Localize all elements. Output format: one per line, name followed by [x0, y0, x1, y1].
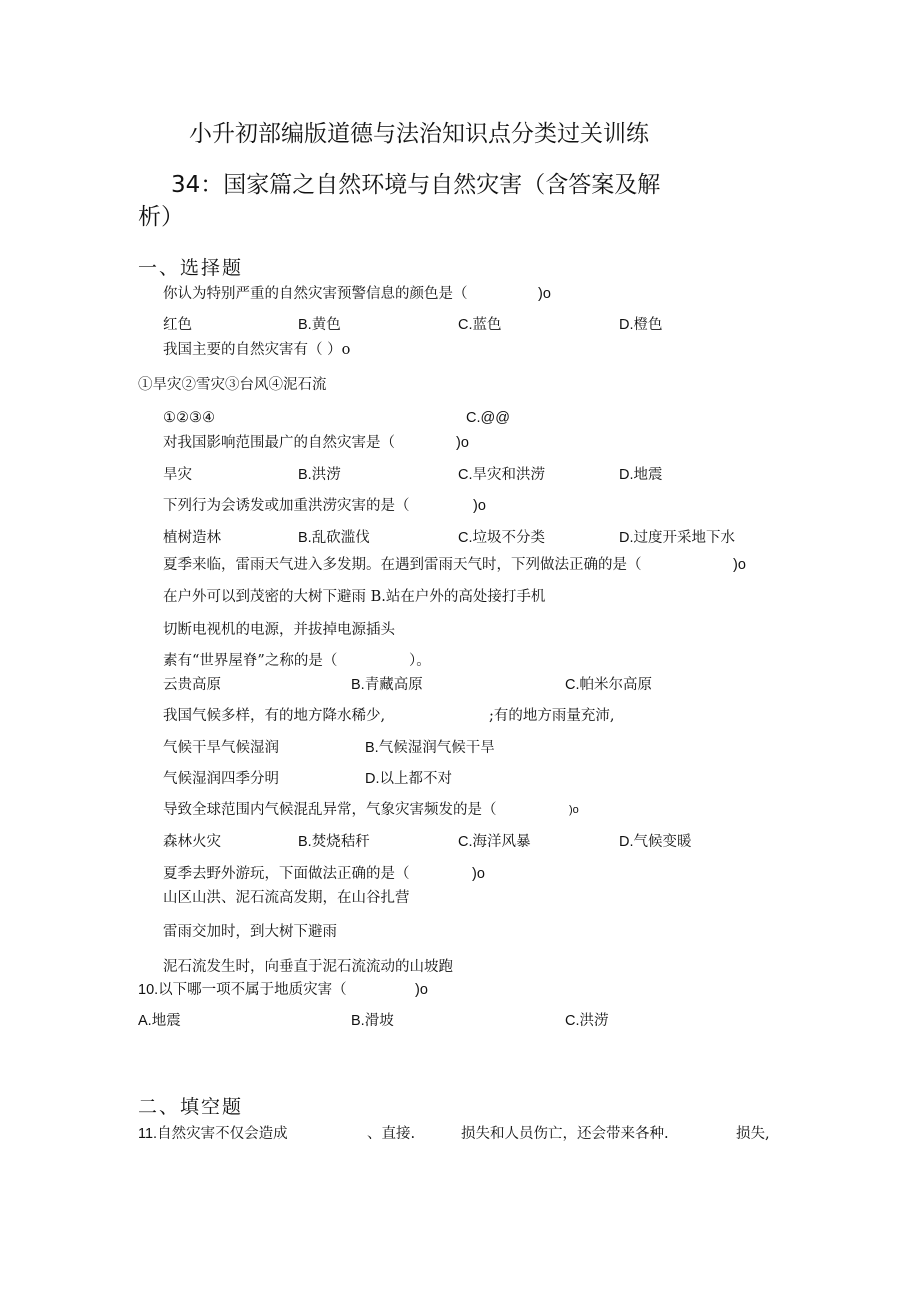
- q4-option-a: 植树造林: [163, 530, 221, 546]
- q1-option-a: 红色: [163, 317, 192, 333]
- q10-stem-end: )o: [415, 982, 428, 998]
- q3-stem: 对我国影响范围最广的自然灾害是（: [163, 435, 395, 451]
- q10-option-c: C.洪涝: [565, 1013, 609, 1029]
- document-title-line2: 34：国家篇之自然环境与自然灾害（含答案及解: [171, 172, 661, 198]
- q6-option-b: B.青藏高原: [351, 677, 423, 693]
- q8-option-a: 森林火灾: [163, 834, 221, 850]
- q1-stem: 你认为特别严重的自然灾害预警信息的颜色是（: [163, 286, 468, 302]
- q6-option-a: 云贵高原: [163, 677, 221, 693]
- q5-option-c: 切断电视机的电源，并拔掉电源插头: [163, 622, 395, 638]
- q6-stem: 素有“世界屋脊”之称的是（: [163, 653, 338, 669]
- q1-option-b: B.黄色: [298, 317, 341, 333]
- q5-stem-end: )o: [733, 557, 746, 573]
- q6-option-c: C.帕米尔高原: [565, 677, 652, 693]
- q4-option-b: B.乱砍滥伐: [298, 530, 370, 546]
- q9-stem-end: )o: [472, 866, 485, 882]
- q3-stem-end: )o: [456, 435, 469, 451]
- q3-option-a: 旱灾: [163, 467, 192, 483]
- q2-items: ①旱灾②雪灾③台风④泥石流: [138, 377, 327, 393]
- q7-option-a: 气候干旱气候湿润: [163, 740, 279, 756]
- q8-option-c: C.海洋风暴: [458, 834, 531, 850]
- section-heading-choice: 一、选择题: [138, 257, 244, 279]
- q9-stem: 夏季去野外游玩，下面做法正确的是（: [163, 866, 410, 882]
- q9-option-c: 泥石流发生时，向垂直于泥石流流动的山坡跑: [163, 959, 453, 975]
- q10-option-b: B.滑坡: [351, 1013, 394, 1029]
- q5-stem: 夏季来临，雷雨天气进入多发期。在遇到雷雨天气时，下列做法正确的是（: [163, 557, 642, 573]
- q11-part-a: 11.自然灾害不仅会造成: [138, 1126, 288, 1142]
- q4-stem: 下列行为会诱发或加重洪涝灾害的是（: [163, 498, 410, 514]
- q2-option-c: C.@@: [466, 410, 510, 426]
- q3-option-c: C.旱灾和洪涝: [458, 467, 545, 483]
- q8-option-b: B.焚烧秸秆: [298, 834, 370, 850]
- section-heading-fill-in: 二、填空题: [138, 1096, 244, 1118]
- q4-option-c: C.垃圾不分类: [458, 530, 545, 546]
- q10-option-a: A.地震: [138, 1013, 181, 1029]
- q11-part-d: 损失,: [736, 1126, 770, 1142]
- q2-stem: 我国主要的自然灾害有（ ）o: [163, 342, 351, 358]
- q8-stem: 导致全球范围内气候混乱异常，气象灾害频发的是（: [163, 802, 497, 818]
- q10-stem: 10.以下哪一项不属于地质灾害（: [138, 982, 347, 998]
- q4-option-d: D.过度开采地下水: [619, 530, 735, 546]
- q11-part-b: 、直接.: [367, 1126, 416, 1142]
- q11-part-c: 损失和人员伤亡，还会带来各种.: [461, 1126, 669, 1142]
- q1-stem-end: )o: [538, 286, 551, 302]
- q6-stem-end: ）。: [409, 653, 431, 669]
- q7-stem-b: ;有的地方雨量充沛,: [489, 708, 615, 724]
- q3-option-d: D.地震: [619, 467, 663, 483]
- q2-option-a: ①②③④: [163, 410, 215, 426]
- q9-option-a: 山区山洪、泥石流高发期，在山谷扎营: [163, 890, 410, 906]
- document-title-line1: 小升初部编版道德与法治知识点分类过关训练: [189, 121, 649, 147]
- q5-option-ab: 在户外可以到茂密的大树下避雨 B.站在户外的高处接打手机: [163, 589, 546, 605]
- q1-option-d: D.橙色: [619, 317, 663, 333]
- document-title-line3: 析）: [138, 204, 184, 230]
- q7-option-b: B.气候湿润气候干旱: [365, 740, 495, 756]
- q9-option-b: 雷雨交加时，到大树下避雨: [163, 924, 337, 940]
- q7-stem-a: 我国气候多样，有的地方降水稀少,: [163, 708, 386, 724]
- q4-stem-end: )o: [473, 498, 486, 514]
- q8-stem-end: )o: [569, 804, 579, 816]
- q7-option-d: D.以上都不对: [365, 771, 452, 787]
- q1-option-c: C.蓝色: [458, 317, 502, 333]
- q3-option-b: B.洪涝: [298, 467, 341, 483]
- q8-option-d: D.气候变暖: [619, 834, 692, 850]
- q7-option-c: 气候湿润四季分明: [163, 771, 279, 787]
